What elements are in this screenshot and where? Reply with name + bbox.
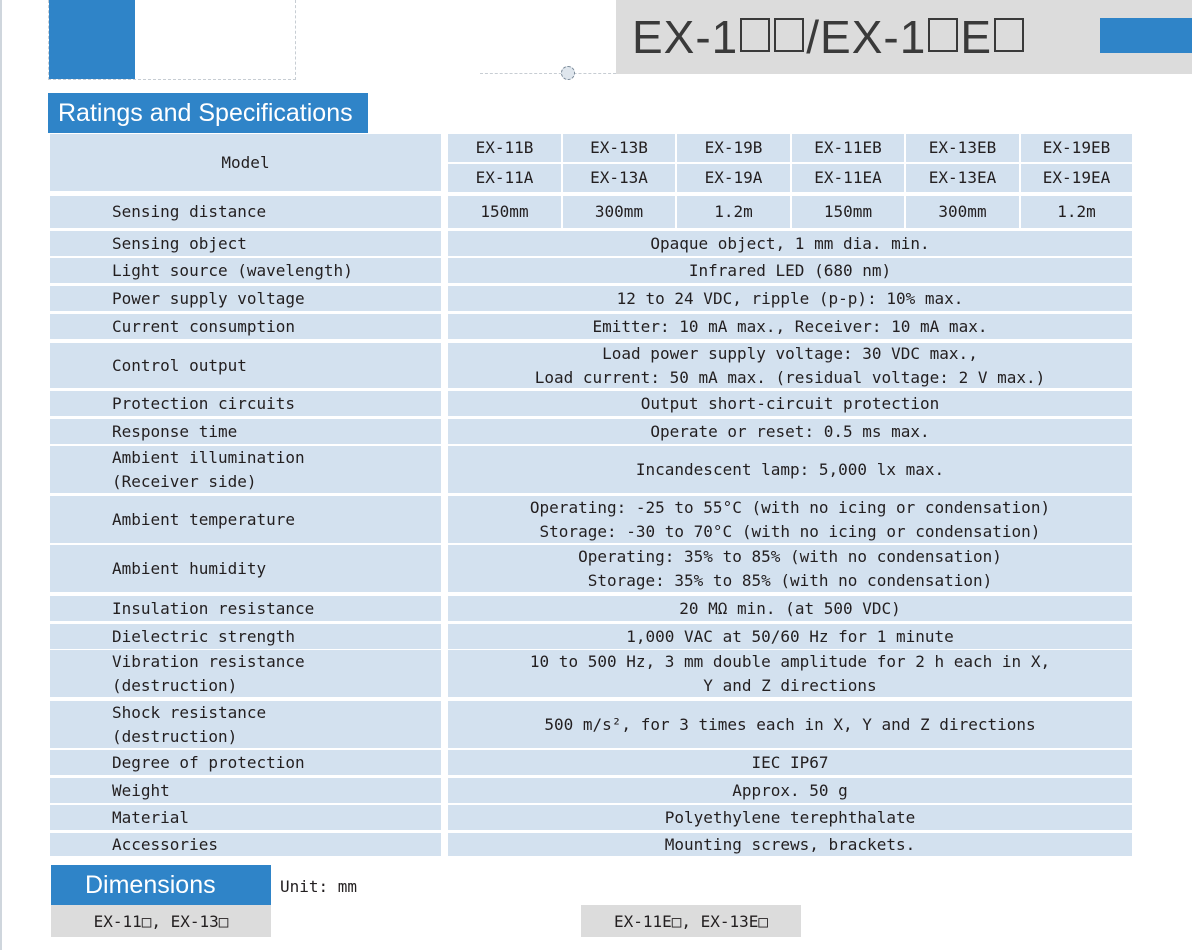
spec-value: 500 m/s², for 3 times each in X, Y and Z directions [448,701,1132,748]
spec-label: Shock resistance (destruction) [50,701,441,748]
ratings-section-heading: Ratings and Specifications [48,93,368,133]
spec-label: Accessories [50,833,441,856]
title-e: E [960,11,992,63]
model-cell: EX-19EA [1021,164,1132,192]
title-mid: /EX-1 [806,11,927,63]
model-cell: EX-13EB [906,134,1019,162]
spec-label: Ambient temperature [50,496,441,543]
placeholder-box-icon [774,18,804,52]
spec-label: Sensing object [50,231,441,256]
spec-label: Light source (wavelength) [50,258,441,283]
spec-label: Weight [50,778,441,803]
spec-value: 1.2m [677,196,790,228]
logo-frame [48,0,296,80]
page-title [632,5,1026,69]
spec-label: Current consumption [50,314,441,339]
model-cell: EX-13B [563,134,675,162]
placeholder-box-icon [994,18,1024,52]
model-cell: EX-19A [677,164,790,192]
spec-label: Degree of protection [50,750,441,775]
spec-label: Protection circuits [50,391,441,416]
spec-value: 1,000 VAC at 50/60 Hz for 1 minute [448,624,1132,649]
spec-value: Incandescent lamp: 5,000 lx max. [448,446,1132,493]
model-cell: EX-11EA [792,164,904,192]
spec-value: Operate or reset: 0.5 ms max. [448,419,1132,444]
spec-value: 150mm [448,196,561,228]
model-cell: EX-19EB [1021,134,1132,162]
model-cell: EX-13EA [906,164,1019,192]
spec-value: Output short-circuit protection [448,391,1132,416]
page-edge-line [0,0,2,950]
dimensions-section-heading: Dimensions [51,865,271,905]
spec-value: Operating: -25 to 55°C (with no icing or condensation) Storage: -30 to 70°C (with no icing or condensation) [448,496,1132,543]
spec-value: Infrared LED (680 nm) [448,258,1132,283]
spec-label: Control output [50,343,441,388]
spec-label: Ambient humidity [50,545,441,592]
spec-value: Operating: 35% to 85% (with no condensation) Storage: 35% to 85% (with no condensation) [448,545,1132,592]
logo-square [49,0,135,79]
title-accent-bar [1100,18,1192,53]
model-cell: EX-19B [677,134,790,162]
spec-value: 20 MΩ min. (at 500 VDC) [448,596,1132,621]
placeholder-box-icon [928,18,958,52]
spec-label: Ambient illumination (Receiver side) [50,446,441,493]
model-cell: EX-13A [563,164,675,192]
spec-value: 300mm [906,196,1019,228]
spec-value: Load power supply voltage: 30 VDC max., Load current: 50 mA max. (residual voltage: 2 V max.) [448,343,1132,388]
unit-label: Unit: mm [280,877,358,896]
model-label: Model [50,134,441,191]
model-cell: EX-11B [448,134,561,162]
spec-value: 1.2m [1021,196,1132,228]
spec-label: Vibration resistance (destruction) [50,650,441,697]
spec-label: Material [50,805,441,830]
spec-value: Opaque object, 1 mm dia. min. [448,231,1132,256]
spec-label: Dielectric strength [50,624,441,649]
title-prefix: EX-1 [632,11,739,63]
placeholder-box-icon [740,18,770,52]
spec-label: Power supply voltage [50,286,441,311]
guide-circle-icon [561,66,575,80]
spec-value: Polyethylene terephthalate [448,805,1132,830]
spec-value: 150mm [792,196,904,228]
spec-value: Mounting screws, brackets. [448,833,1132,856]
spec-value: 300mm [563,196,675,228]
dimension-tab[interactable]: EX-11□, EX-13□ [51,905,271,937]
spec-value: IEC IP67 [448,750,1132,775]
model-cell: EX-11EB [792,134,904,162]
spec-value: 12 to 24 VDC, ripple (p-p): 10% max. [448,286,1132,311]
spec-label: Response time [50,419,441,444]
spec-value: Approx. 50 g [448,778,1132,803]
guide-dashed-line [480,73,616,74]
spec-value: 10 to 500 Hz, 3 mm double amplitude for 2 h each in X, Y and Z directions [448,650,1132,697]
spec-label: Insulation resistance [50,596,441,621]
model-cell: EX-11A [448,164,561,192]
spec-label: Sensing distance [50,196,441,228]
dimension-tab[interactable]: EX-11E□, EX-13E□ [581,905,801,937]
spec-value: Emitter: 10 mA max., Receiver: 10 mA max. [448,314,1132,339]
